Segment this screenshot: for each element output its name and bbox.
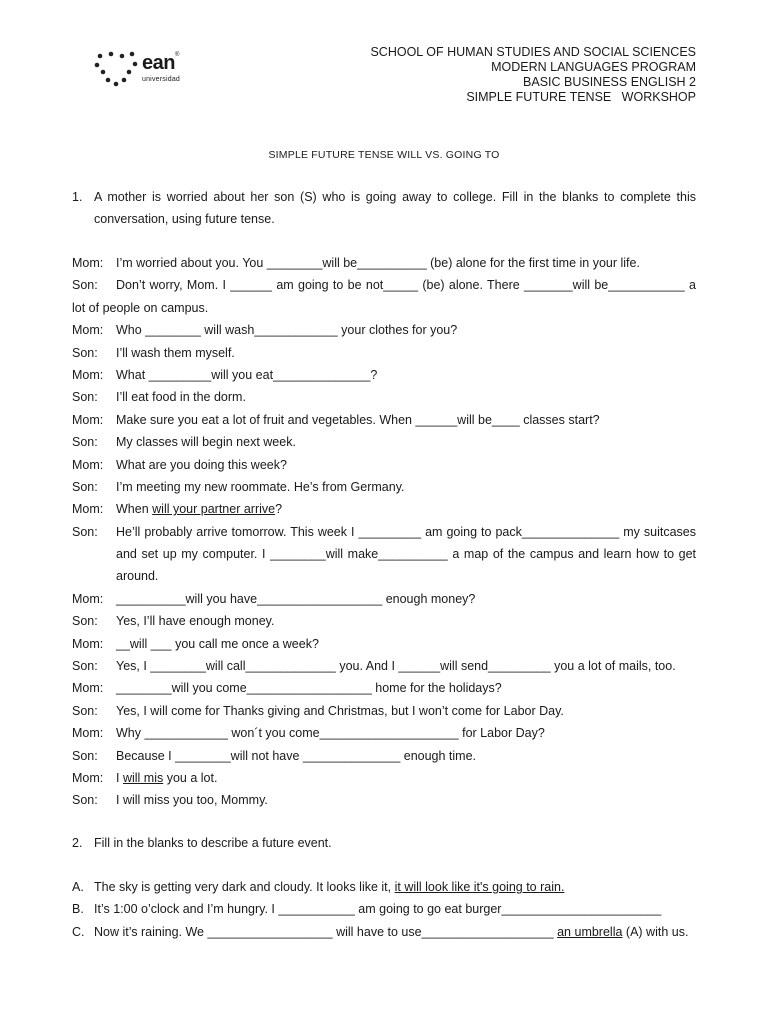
question-text: A mother is worried about her son (S) who is going away to college. Fill in the blanks to complete this conversation, using future tense. [94, 190, 696, 226]
dialog-text: around. [116, 569, 159, 584]
dialog-line [72, 789, 696, 811]
dialog-line [72, 252, 696, 274]
answer-underlined: an umbrella [557, 924, 623, 939]
page-title: SIMPLE FUTURE TENSE WILL VS. GOING TO [268, 149, 500, 161]
speaker-label: Son: [72, 524, 98, 539]
dialog-text: Why ____________ won´t you come____________________ for Labor Day? [116, 726, 545, 741]
dialog-text: My classes will begin next week. [116, 435, 296, 450]
logo-subtitle: universidad [142, 76, 180, 83]
answer-underlined: will your partner arrive [152, 502, 276, 517]
question-number: 2. [72, 836, 83, 850]
dialog-text: What _________will you eat______________? [116, 367, 378, 382]
item-text: The sky is getting very dark and cloudy. It looks like it, it will look like it's going to rain. [94, 880, 565, 894]
dialog-text: Yes, I ________will call_____________ you. And I ______will send_________ you a lot of mails, too. [116, 659, 676, 674]
dialog-line [72, 745, 696, 767]
speaker-label: Son: [72, 479, 98, 494]
question-text: Fill in the blanks to describe a future event. [94, 836, 332, 850]
speaker-label: Mom: [72, 502, 104, 517]
logo-dots-icon [94, 50, 138, 90]
speaker-label: Son: [72, 748, 98, 763]
dialog-line [72, 454, 696, 476]
dialog-line [72, 521, 696, 543]
dialog-line [72, 543, 696, 565]
item-text: Now it’s raining. We __________________ will have to use___________________ an umbrella (A) with us. [94, 924, 689, 939]
dialog-text: and set up my computer. I ________will make__________ a map of the campus and learn how to get [116, 547, 696, 562]
speaker-label: Mom: [72, 412, 104, 427]
dialog-text: I will miss you too, Mommy. [116, 793, 268, 808]
dialog-line [72, 633, 696, 655]
dialog-line [72, 297, 696, 319]
speaker-label: Son: [72, 659, 98, 674]
dialog-text: I’ll eat food in the dorm. [116, 390, 246, 405]
item-letter: C. [72, 924, 85, 939]
dialog-line [72, 409, 696, 431]
header-school: SCHOOL OF HUMAN STUDIES AND SOCIAL SCIENCES [370, 45, 696, 59]
speaker-label: Son: [72, 435, 98, 450]
dialog-text: Yes, I will come for Thanks giving and Christmas, but I won’t come for Labor Day. [116, 703, 564, 718]
speaker-label: Son: [72, 278, 98, 293]
speaker-label: Mom: [72, 591, 104, 606]
dialog-text: I’ll wash them myself. [116, 345, 235, 360]
dialog-line [72, 610, 696, 632]
dialog-text: Yes, I’ll have enough money. [116, 614, 275, 629]
speaker-label: Mom: [72, 367, 104, 382]
dialog-text: What are you doing this week? [116, 457, 287, 472]
question-number: 1. [72, 190, 83, 204]
dialog-line [72, 565, 696, 587]
dialog-line [72, 431, 696, 453]
speaker-label: Son: [72, 390, 98, 405]
answer-underlined: will mis [122, 770, 164, 785]
dialog-line [72, 588, 696, 610]
dialog-text: __________will you have__________________ enough money? [116, 591, 476, 606]
dialog-text: When will your partner arrive? [116, 502, 283, 517]
dialog-text: Don’t worry, Mom. I ______ am going to be not_____ (be) alone. There _______will be___________ a [116, 278, 696, 293]
dialog-line [72, 677, 696, 699]
dialog-line [72, 767, 696, 789]
ean-logo [94, 50, 194, 90]
dialog-text: Because I ________will not have ______________ enough time. [116, 748, 477, 763]
dialog-line [72, 386, 696, 408]
dialog-text: ________will you come__________________ home for the holidays? [116, 681, 502, 696]
document-header [370, 45, 696, 105]
dialog-line [72, 655, 696, 677]
dialog-line [72, 274, 696, 296]
answer-underlined: it will look like it's going to rain. [394, 880, 565, 894]
question-2 [72, 832, 332, 854]
speaker-label: Son: [72, 614, 98, 629]
dialog-text: I’m meeting my new roommate. He’s from Germany. [116, 479, 405, 494]
item-text: It’s 1:00 o’clock and I’m hungry. I ___________ am going to go eat burger_______________________ [94, 902, 662, 917]
speaker-label: Son: [72, 793, 98, 808]
dialog-text: Who ________ will wash____________ your clothes for you? [116, 323, 458, 338]
list-item [72, 898, 696, 920]
logo-wordmark: ean® [142, 52, 179, 74]
dialog-text: lot of people on campus. [72, 300, 209, 315]
dialog-line [72, 364, 696, 386]
header-workshop: SIMPLE FUTURE TENSE WORKSHOP [466, 90, 696, 104]
dialog-text: __will ___ you call me once a week? [116, 636, 319, 651]
speaker-label: Son: [72, 345, 98, 360]
dialog-line [72, 700, 696, 722]
dialog-list [72, 252, 696, 812]
speaker-label: Mom: [72, 726, 104, 741]
dialog-text: I’m worried about you. You ________will be__________ (be) alone for the first time in your life. [116, 256, 640, 270]
dialog-line [72, 722, 696, 744]
item-letter: B. [72, 902, 84, 917]
dialog-line [72, 476, 696, 498]
speaker-label: Son: [72, 703, 98, 718]
dialog-line [72, 319, 696, 341]
dialog-line [72, 498, 696, 520]
header-course: BASIC BUSINESS ENGLISH 2 [523, 75, 696, 89]
dialog-text: I will mis you a lot. [116, 770, 218, 785]
speaker-label: Mom: [72, 323, 104, 338]
item-letter: A. [72, 880, 84, 894]
fill-in-items [72, 876, 696, 943]
speaker-label: Mom: [72, 681, 104, 696]
speaker-label: Mom: [72, 256, 104, 270]
speaker-label: Mom: [72, 636, 104, 651]
dialog-text: Make sure you eat a lot of fruit and vegetables. When ______will be____ classes start? [116, 412, 600, 427]
list-item [72, 876, 696, 898]
header-program: MODERN LANGUAGES PROGRAM [491, 60, 696, 74]
dialog-text: He’ll probably arrive tomorrow. This week I _________ am going to pack______________ my suitcases [116, 524, 696, 539]
speaker-label: Mom: [72, 770, 104, 785]
question-1 [72, 186, 696, 230]
speaker-label: Mom: [72, 457, 104, 472]
dialog-line [72, 342, 696, 364]
list-item [72, 921, 696, 943]
